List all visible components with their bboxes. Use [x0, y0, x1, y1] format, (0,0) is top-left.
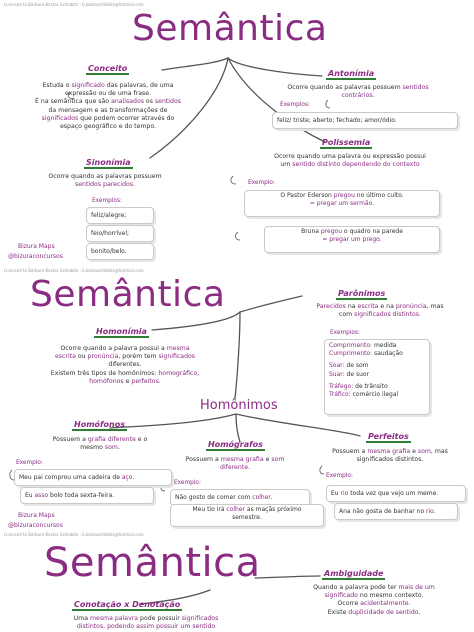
polissemia-examples-label: Exemplo:	[248, 180, 275, 186]
sinonimia-examples-label: Exemplos:	[92, 198, 122, 204]
conotacao-text: Uma mesma palavra pode possuir significados distintos, podendo assim possuir um sentido	[73, 615, 219, 631]
ambiguidade-text: Quando a palavra pode ter mais de um significado no mesmo contexto. Ocorre acidentalmente. Existe duplicidade de sentido.	[313, 584, 435, 616]
ambiguidade-title: Ambiguidade	[324, 569, 384, 578]
sinonimia-example-1: feliz/alegre;	[86, 207, 154, 224]
license-text: Licensed to Bárbara Bastos Schlabitz - b.bastoschlabitz@hotmail.com	[4, 532, 144, 537]
homonimia-title: Homonímia	[96, 327, 147, 336]
perfeitos-text: Possuem a mesma grafia e som, mas significados distintos.	[332, 448, 448, 464]
antonimia-text: Ocorre quando as palavras possuem sentidos contrários.	[287, 84, 429, 100]
antonimia-example-box: feliz/ triste; aberto; fechado; amor/ódio.	[272, 112, 458, 129]
license-text: Licensed to Bárbara Bastos Schlabitz - b.bastoschlabitz@hotmail.com	[4, 268, 144, 273]
paronimos-title: Parônimos	[338, 289, 386, 298]
homofonos-text: Possuem a grafia diferente e o mesmo som.	[52, 436, 148, 452]
polissemia-text: Ocorre quando uma palavra ou expressão possui um sentido distinto dependendo do contexto	[274, 153, 426, 169]
homofonos-example-2: Eu asso bolo toda sexta-feira.	[20, 487, 154, 504]
conotacao-title: Conotação x Denotação	[74, 600, 181, 609]
homofonos-example-1: Meu pai comprou uma cadeira de aço.	[14, 469, 172, 486]
perfeitos-examples-label: Exemplo:	[326, 473, 353, 479]
polissemia-example-2: Bruna pregou o quadro na parede = pregar um prego.	[264, 226, 440, 253]
homografos-example-2: Meu tio irá colher as maçãs próximo semestre.	[170, 504, 324, 527]
paronimos-examples-label: Exemplos:	[330, 330, 360, 336]
brand-handle: @bizuraconcursos	[8, 522, 63, 529]
page-title: Semântica	[132, 8, 328, 49]
brand-handle: @bizuraconcursos	[8, 253, 63, 260]
conceito-text: Estuda o significado das palavras, de uma expressão ou de uma frase. É na semântica que são analisados os sentidos da mensagem e as transformações de significados que podem ocorrer através do espaço geográfico e do tempo.	[35, 82, 181, 131]
conceito-title: Conceito	[88, 64, 128, 73]
homografos-text: Possuem a mesma grafia e som diferente.	[185, 456, 285, 472]
homofonos-examples-label: Exemplo:	[16, 460, 43, 466]
section3-title: Semântica	[44, 540, 261, 586]
sinonimia-example-2: feio/horrível;	[86, 225, 154, 242]
brand-name: Bizura Maps	[18, 243, 55, 250]
homografos-examples-label: Exemplo:	[174, 480, 201, 486]
sinonimia-title: Sinonímia	[86, 158, 131, 167]
antonimia-title: Antonímia	[328, 69, 375, 78]
paronimos-example-box: Comprimento: medida Cumprimento: saudação Soar: de som Suar: de suor Tráfego: de trânsito Tráfico: comércio ilegal	[324, 339, 430, 415]
homografos-example-1: Não gosto de comer com colher.	[170, 489, 310, 506]
homofonos-title: Homófonos	[74, 420, 125, 429]
sinonimia-example-3: bonito/belo.	[86, 243, 154, 260]
homografos-title: Homógrafos	[208, 440, 263, 449]
perfeitos-title: Perfeitos	[368, 432, 409, 441]
perfeitos-example-2: Ana não gosta de banhar no rio.	[334, 503, 458, 520]
perfeitos-example-1: Eu rio toda vez que vejo um meme.	[326, 485, 466, 502]
polissemia-example-1: O Pastor Ederson pregou no último culto. = pregar um sermão.	[244, 190, 440, 217]
brand-name: Bizura Maps	[18, 512, 55, 519]
homonimos-heading: Homônimos	[200, 398, 278, 413]
homonimia-text: Ocorre quando a palavra possui a mesma escrita ou pronúncia, porém tem significados diferentes. Existem três tipos de homônimos: homográfico, homófonos e perfeitos.	[50, 345, 200, 385]
antonimia-examples-label: Exemplos:	[280, 102, 310, 108]
polissemia-title: Polissemia	[322, 138, 371, 147]
section2-title: Semântica	[30, 274, 226, 315]
license-text: Licensed to Bárbara Bastos Schlabitz - b.bastoschlabitz@hotmail.com	[4, 2, 144, 7]
paronimos-text: Parecidos na escrita e na pronúncia, mas com significados distintos.	[316, 303, 444, 319]
sinonimia-text: Ocorre quando as palavras possuem sentidos parecidos.	[48, 173, 162, 189]
